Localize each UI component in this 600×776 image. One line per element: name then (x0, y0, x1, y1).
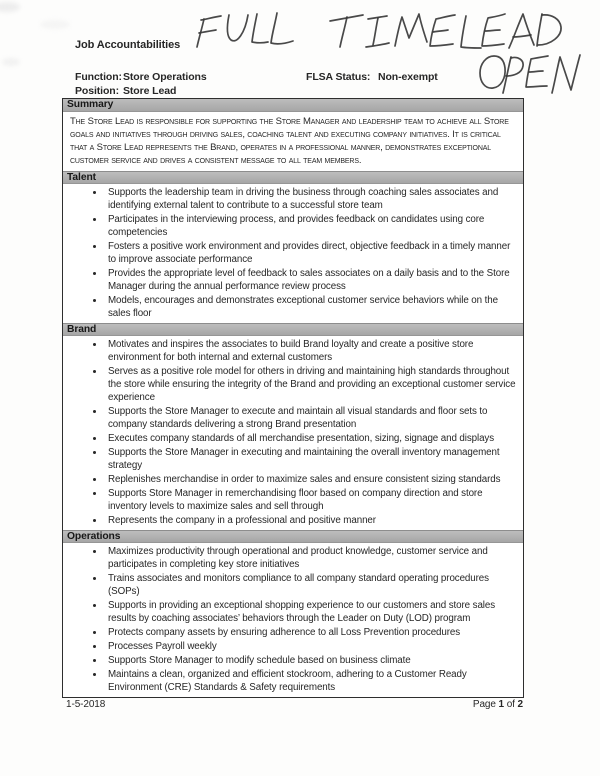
section-heading-summary: Summary (63, 99, 523, 112)
footer-date: 1-5-2018 (66, 699, 106, 710)
bullet-item: • Represents the company in a professional and positive manner (105, 514, 517, 527)
bullet-item: • Maximizes productivity through operational and product knowledge, customer service and participates in completing key store initiatives (105, 545, 517, 571)
bullet-item: • Supports Store Manager to modify schedule based on business climate (105, 654, 517, 667)
position-label: Position: (75, 85, 120, 97)
handwriting-open (480, 55, 580, 93)
talent-bullet-list (63, 186, 523, 320)
section-heading-talent: Talent (63, 171, 523, 184)
function-label: Function: (75, 71, 122, 83)
footer-page-word: Page (472, 699, 496, 710)
job-accountabilities-table (62, 98, 524, 698)
footer-of-word: of (506, 699, 515, 710)
bullet-item: • Trains associates and monitors compliance to all company standard operating procedures (SOPs) (105, 572, 517, 598)
handwriting-text-line1 (0, 0, 1, 1)
flsa-status-value: Non-exempt (378, 71, 438, 83)
section-brand (63, 323, 523, 527)
bullet-item: • Maintains a clean, organized and efficient stockroom, adhering to a Customer Ready Environment (CRE) Standards & Safety requirements (105, 668, 517, 694)
bullet-item: • Supports the Store Manager to execute and maintain all visual standards and floor sets to company standards delivering a strong Brand presentation (105, 405, 517, 431)
handwriting-text-line2 (0, 0, 1, 1)
bullet-item: • Replenishes merchandise in order to maximize sales and ensure consistent sizing standards (105, 473, 517, 486)
flsa-status-label: FLSA Status: (306, 71, 371, 83)
footer-page-number: 1 (498, 699, 505, 710)
bullet-item: • Provides the appropriate level of feedback to sales associates on a daily basis and to the Store Manager during the annual performance review process (105, 267, 517, 293)
function-value: Store Operations (123, 71, 207, 83)
bullet-item: • Serves as a positive role model for others in driving and maintaining high standards throughout the store while ensuring the integrity of the Brand and providing an exceptional customer service experience (105, 365, 517, 404)
summary-paragraph: The Store Lead is responsible for supporting the Store Manager and leadership team to achieve all Store goals and initiatives through driving sales, coaching talent and executing company initiatives. It is critical that a Store Lead represents the Brand, operates in a professional manner, demonstrates exceptional customer service and drives a consistent message to all team members. (70, 116, 509, 166)
bullet-item: • Motivates and inspires the associates to build Brand loyalty and create a positive store environment for both internal and external customers (105, 338, 517, 364)
footer-page-indicator (473, 699, 523, 710)
brand-bullet-list (63, 338, 523, 527)
bullet-item: • Fosters a positive work environment and provides direct, objective feedback in a timely manner to improve associate performance (105, 240, 517, 266)
page-title: Job Accountabilities (75, 39, 181, 51)
section-operations (63, 530, 523, 694)
section-talent (63, 171, 523, 320)
bullet-item: • Supports Store Manager in remerchandising floor based on company direction and store inventory levels to maximize sales and sell through (105, 487, 517, 513)
bullet-item: • Participates in the interviewing process, and provides feedback on candidates using core competencies (105, 213, 517, 239)
bullet-item: • Protects company assets by ensuring adherence to all Loss Prevention procedures (105, 626, 517, 639)
bullet-item: • Supports the Store Manager in executing and maintaining the overall inventory management strategy (105, 446, 517, 472)
section-heading-brand: Brand (63, 323, 523, 336)
scan-smudge (0, 2, 20, 12)
section-summary (63, 99, 523, 171)
position-value: Store Lead (123, 85, 177, 97)
scan-smudge (40, 20, 70, 29)
operations-bullet-list (63, 545, 523, 694)
bullet-item: • Supports the leadership team in driving the business through coaching sales associates and identifying external talent to contribute to a successful store team (105, 186, 517, 212)
bullet-item: • Supports in providing an exceptional shopping experience to our customers and store sales results by coaching associates’ behaviors through the Leader on Duty (LOD) program (105, 599, 517, 625)
bullet-item: • Processes Payroll weekly (105, 640, 517, 653)
footer-page-total: 2 (517, 699, 523, 710)
handwriting-full-time-lead (197, 13, 561, 48)
section-heading-operations: Operations (63, 530, 523, 543)
bullet-item: • Executes company standards of all merchandise presentation, sizing, signage and displays (105, 432, 517, 445)
scan-smudge (2, 58, 20, 66)
bullet-item: • Models, encourages and demonstrates exceptional customer service behaviors while on the sales floor (105, 294, 517, 320)
